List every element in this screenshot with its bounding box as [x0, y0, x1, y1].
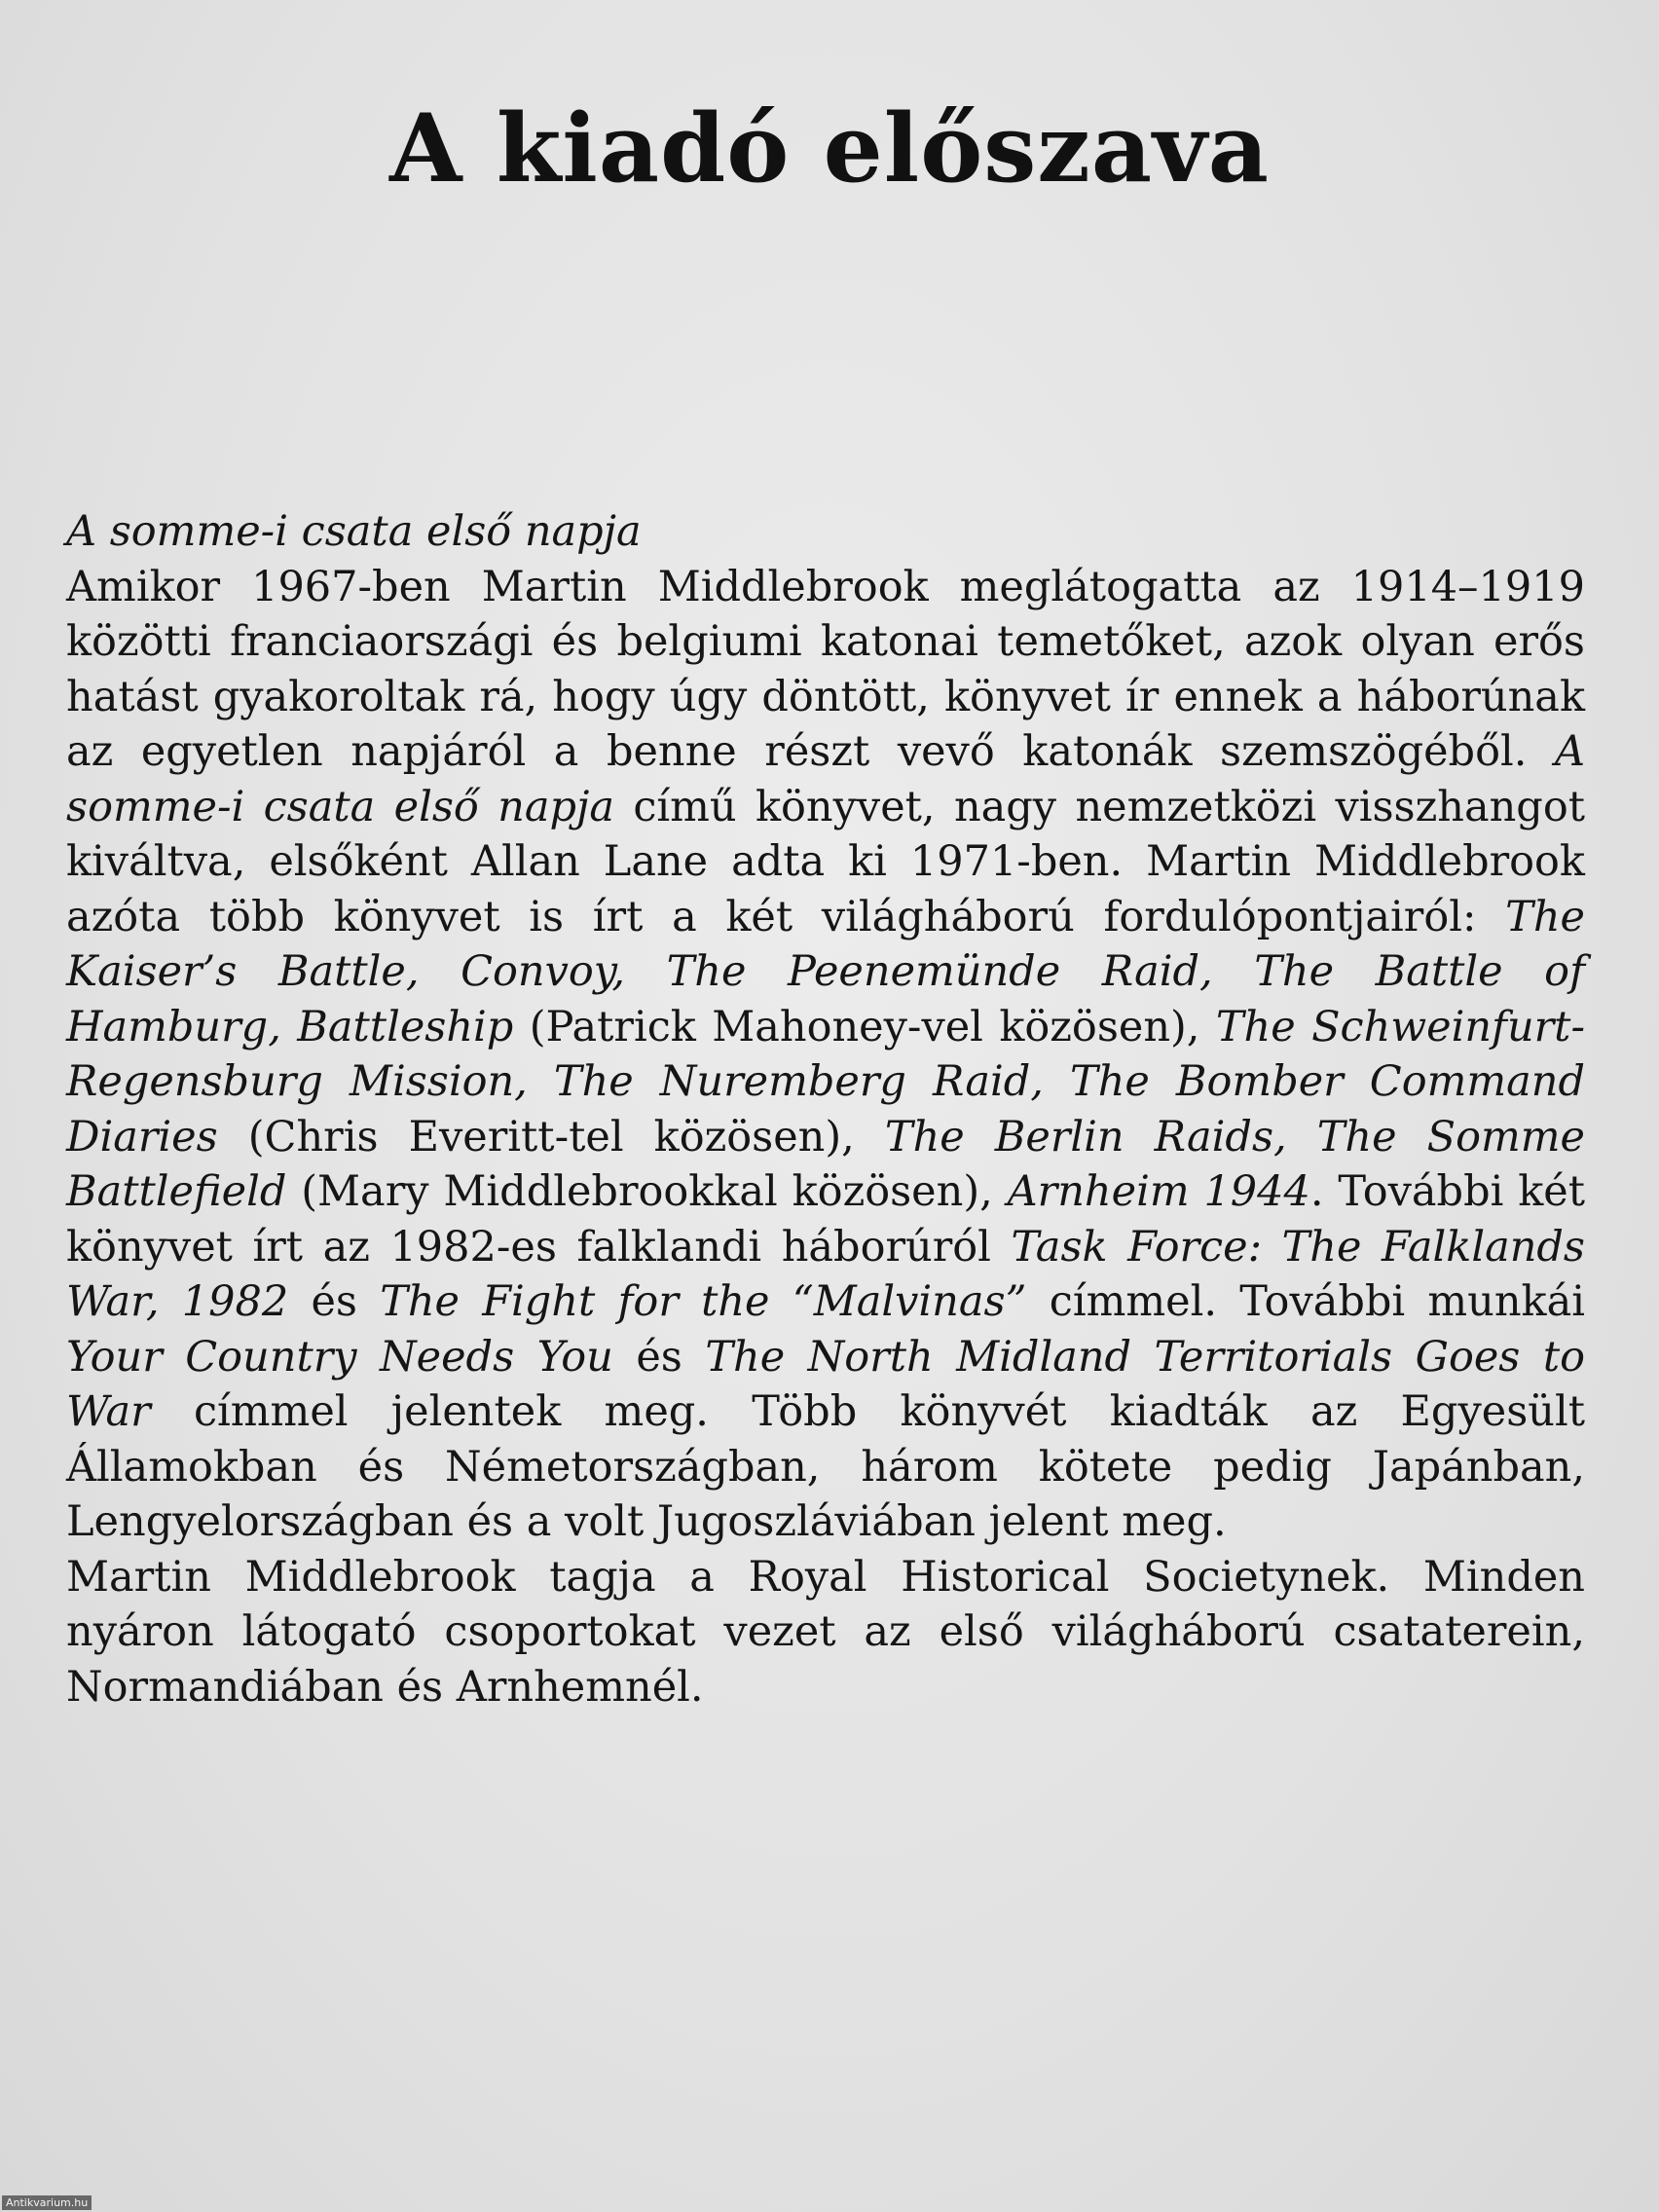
italic-title-run: The North Midland Territorials Goes to War	[66, 1332, 1585, 1436]
watermark-label: Antikvarium.hu	[2, 2195, 92, 2210]
text-run: Martin Middlebrook tagja a Royal Historical Societynek. Minden nyáron látogató csoportokat vezet az első világháború csataterein, Normandiában és Arnhemnél.	[66, 1552, 1585, 1712]
text-run: címmel jelentek meg. Több könyvét kiadták az Egyesült Államokban és Németországban, három kötete pedig Japánban, Lengyelországban és a volt Jugoszláviában jelent meg.	[66, 1387, 1585, 1546]
text-run: (Mary Middlebrookkal közösen),	[286, 1167, 1008, 1216]
italic-title-run: The Berlin Raids, The Somme Battlefield	[66, 1112, 1585, 1216]
italic-title-run: A somme-i csata első napja	[66, 727, 1585, 831]
text-run: (Chris Everitt-tel közösen),	[217, 1112, 885, 1161]
text-run: Amikor 1967-ben Martin Middlebrook meglátogatta az 1914–1919 közötti franciaországi és belgiumi katonai temetőket, azok olyan erős hatást gyakoroltak rá, hogy úgy döntött, könyvet ír ennek a háborúnak az egyetlen napjáról a benne részt vevő katonák szemszögéből.	[66, 562, 1585, 776]
paragraph-biography	[66, 560, 1585, 1550]
italic-title-run: The Schweinfurt-Regensburg Mission, The Nuremberg Raid, The Bomber Command Diaries	[66, 1002, 1585, 1161]
text-run: és	[612, 1332, 706, 1382]
italic-title-run: The Fight for the “Malvinas”	[380, 1277, 1027, 1326]
italic-title-run: The Kaiser’s Battle, Convoy, The Peenemünde Raid, The Battle of Hamburg, Battleship	[66, 892, 1585, 1051]
page-title: A kiadó előszava	[389, 93, 1270, 203]
text-run: (Patrick Mahoney-vel közösen),	[513, 1002, 1216, 1051]
italic-title-run: Task Force: The Falklands War, 1982	[66, 1222, 1585, 1326]
paragraph-membership	[66, 1550, 1585, 1715]
text-run: és	[288, 1277, 381, 1326]
text-run: című könyvet, nagy nemzetközi visszhangot kiváltva, elsőként Allan Lane adta ki 1971-ben. Martin Middlebrook azóta több könyvet is írt a két világháború fordulópontjairól:	[66, 782, 1585, 941]
text-run: címmel. További munkái	[1026, 1277, 1586, 1326]
body-text	[66, 504, 1585, 1714]
book-subtitle: A somme-i csata első napja	[66, 507, 642, 556]
italic-title-run: Your Country Needs You	[66, 1332, 613, 1382]
italic-title-run: Arnheim 1944	[1007, 1167, 1310, 1216]
text-run: . További két könyvet írt az 1982-es falklandi háborúról	[66, 1167, 1585, 1272]
